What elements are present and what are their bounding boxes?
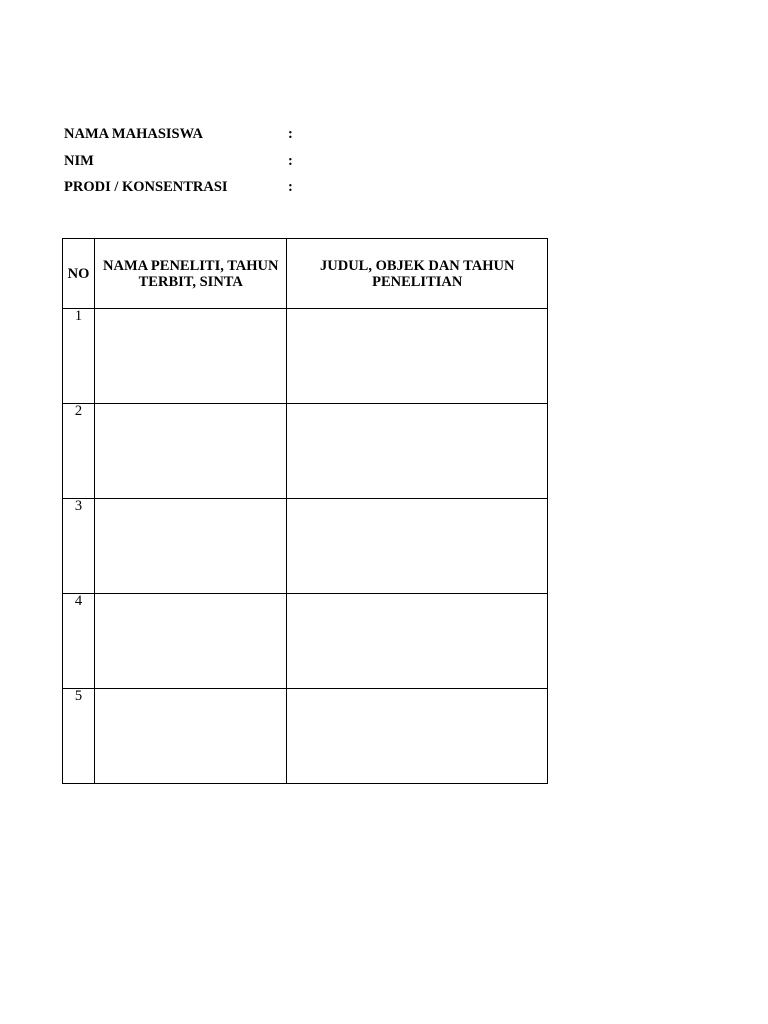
field-colon: : <box>288 152 293 169</box>
row-number: 5 <box>74 688 83 704</box>
table-row <box>63 689 548 784</box>
literature-review-table <box>62 238 548 784</box>
header-title: JUDUL, OBJEK DAN TAHUN PENELITIAN <box>287 239 548 309</box>
researcher-cell[interactable] <box>95 689 287 784</box>
table-row <box>63 499 548 594</box>
title-cell[interactable] <box>287 309 548 404</box>
header-researcher: NAMA PENELITI, TAHUN TERBIT, SINTA <box>95 239 287 309</box>
row-number-cell <box>63 499 95 594</box>
field-label: NIM <box>64 152 94 169</box>
table-row <box>63 309 548 404</box>
table-row <box>63 594 548 689</box>
title-cell[interactable] <box>287 594 548 689</box>
row-number: 3 <box>74 498 83 514</box>
table-header-row <box>63 239 548 309</box>
researcher-cell[interactable] <box>95 594 287 689</box>
row-number-cell <box>63 594 95 689</box>
researcher-cell[interactable] <box>95 499 287 594</box>
field-label: NAMA MAHASISWA <box>64 126 203 142</box>
row-number-cell <box>63 689 95 784</box>
field-colon: : <box>288 179 293 195</box>
field-label: PRODI / KONSENTRASI <box>64 179 228 195</box>
row-number-cell <box>63 309 95 404</box>
row-number: 2 <box>74 403 83 419</box>
field-colon: : <box>288 126 293 142</box>
row-number: 4 <box>74 593 83 609</box>
researcher-cell[interactable] <box>95 309 287 404</box>
table-row <box>63 404 548 499</box>
header-no: NO <box>63 239 95 309</box>
title-cell[interactable] <box>287 404 548 499</box>
title-cell[interactable] <box>287 499 548 594</box>
row-number-cell <box>63 404 95 499</box>
row-number: 1 <box>74 308 83 324</box>
title-cell[interactable] <box>287 689 548 784</box>
researcher-cell[interactable] <box>95 404 287 499</box>
